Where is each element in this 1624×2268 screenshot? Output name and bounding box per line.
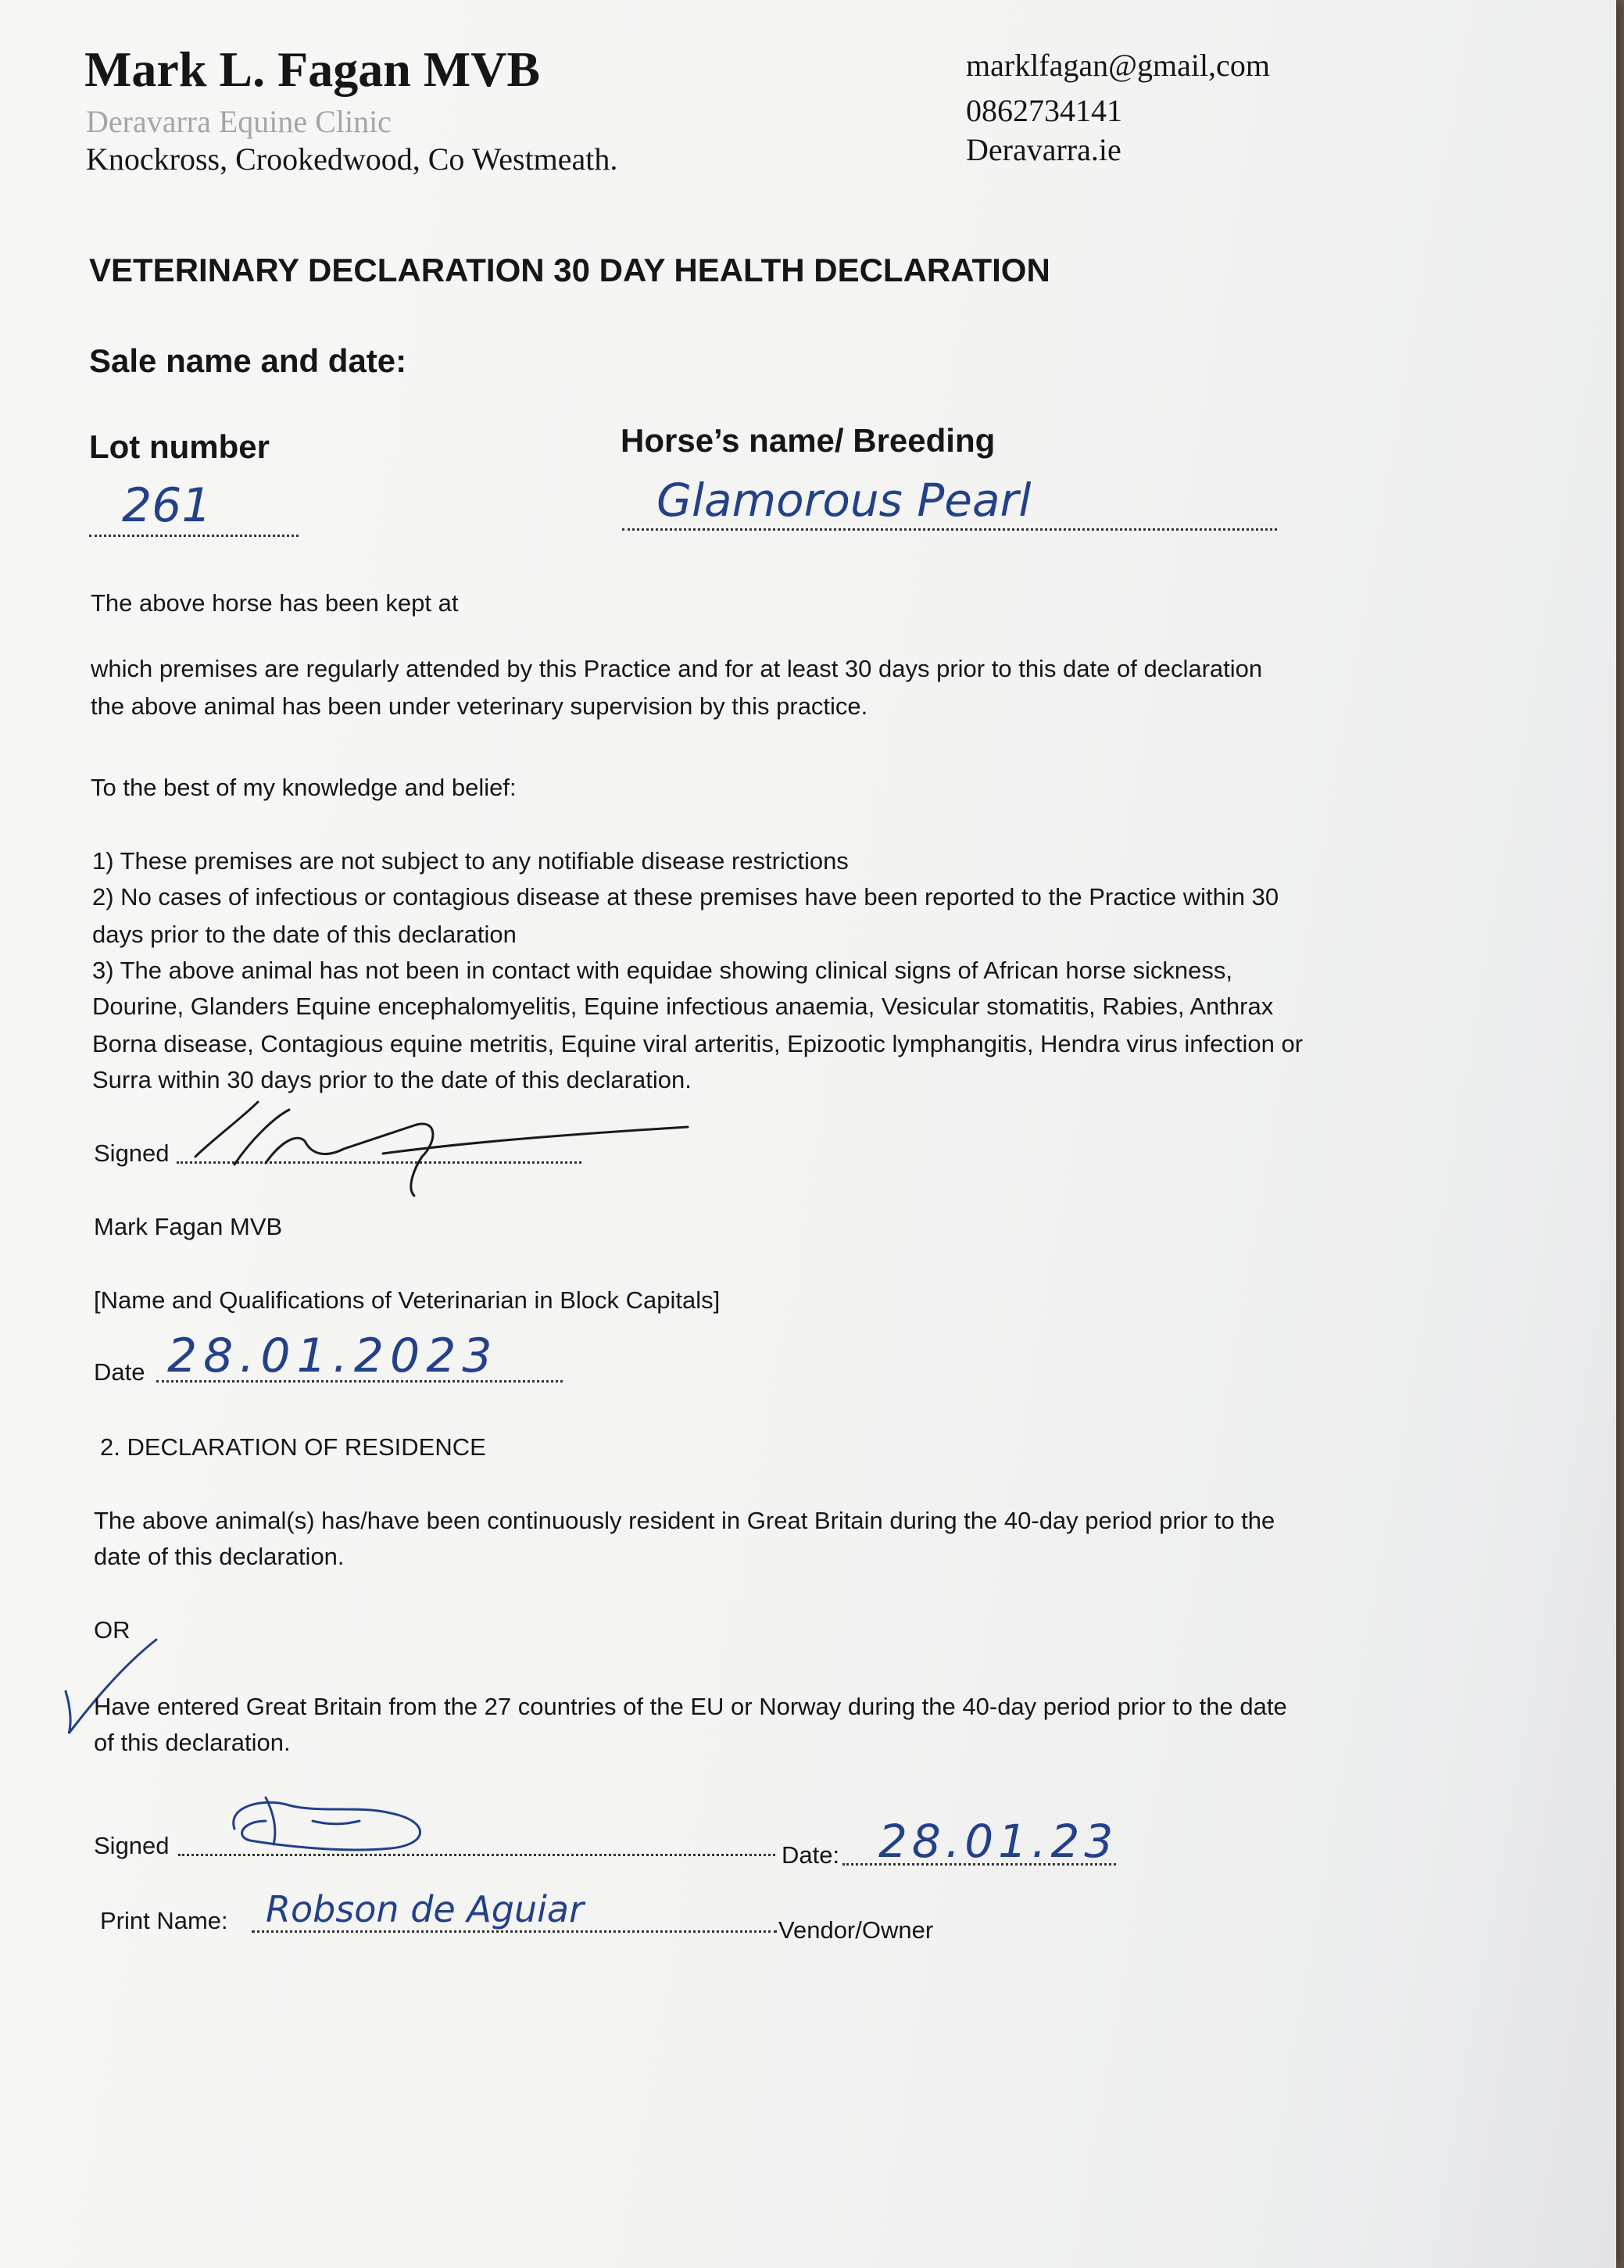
residence-option-b-line-2: of this declaration. — [94, 1729, 291, 1756]
horse-name-label: Horse’s name/ Breeding — [621, 422, 996, 459]
residence-option-a-line-1: The above animal(s) has/have been continuously resident in Great Britain during the 40-day period prior to the — [94, 1507, 1275, 1534]
kept-at-text: The above horse has been kept at — [91, 589, 459, 617]
owner-date-label: Date: — [782, 1841, 840, 1869]
statement-line-4: 3) The above animal has not been in contact with equidae showing clinical signs of African horse sickness, — [92, 957, 1232, 984]
document-title: VETERINARY DECLARATION 30 DAY HEALTH DECLARATION — [89, 252, 1050, 288]
residence-heading: 2. DECLARATION OF RESIDENCE — [100, 1433, 486, 1461]
vet-date-value: 28.01.2023 — [167, 1329, 499, 1383]
vet-printed-name: Mark Fagan MVB — [94, 1213, 283, 1240]
owner-signed-label: Signed — [94, 1832, 170, 1859]
residence-option-b-line-1: Have entered Great Britain from the 27 countries of the EU or Norway during the 40-day period prior to the date — [94, 1693, 1287, 1720]
vet-signed-label: Signed — [94, 1139, 170, 1167]
owner-date-value: 28.01.23 — [878, 1815, 1118, 1868]
statement-line-6: Borna disease, Contagious equine metritis, Equine viral arteritis, Epizootic lymphangitis, Hendra virus infection or — [92, 1030, 1304, 1057]
horse-name-line — [622, 528, 1277, 531]
statement-line-7: Surra within 30 days prior to the date of this declaration. — [92, 1066, 692, 1093]
contact-phone: 0862734141 — [966, 93, 1122, 128]
contact-website: Deravarra.ie — [966, 132, 1121, 167]
clinic-address: Knockross, Crookedwood, Co Westmeath. — [86, 141, 618, 177]
vendor-owner-label: Vendor/Owner — [778, 1916, 934, 1944]
vet-date-label: Date — [94, 1358, 145, 1386]
statement-line-5: Dourine, Glanders Equine encephalomyelitis, Equine infectious anaemia, Vesicular stomatitis, Rabies, Anthrax — [92, 993, 1274, 1020]
contact-email: marklfagan@gmail,com — [966, 48, 1270, 83]
statement-line-1: 1) These premises are not subject to any notifiable disease restrictions — [92, 847, 849, 875]
or-label: OR — [94, 1616, 131, 1644]
vet-qualifications-note: [Name and Qualifications of Veterinarian in Block Capitals] — [94, 1286, 721, 1314]
horse-name-value: Glamorous Pearl — [656, 474, 1032, 527]
belief-text: To the best of my knowledge and belief: — [91, 774, 517, 801]
lot-number-value: 261 — [122, 478, 212, 533]
print-name-label: Print Name: — [100, 1907, 228, 1934]
clinic-name: Deravarra Equine Clinic — [86, 104, 392, 139]
lot-number-label: Lot number — [89, 428, 270, 465]
statement-line-3: days prior to the date of this declaration — [92, 921, 517, 948]
lot-number-line — [89, 535, 299, 537]
vet-name-heading: Mark L. Fagan MVB — [84, 41, 541, 97]
premises-text-line-2: the above animal has been under veterinary supervision by this practice. — [91, 692, 868, 720]
statement-line-2: 2) No cases of infectious or contagious disease at these premises have been reported to the Practice within 30 — [92, 883, 1279, 910]
residence-option-a-line-2: date of this declaration. — [94, 1543, 345, 1570]
vet-signature-image — [180, 1079, 696, 1204]
premises-text-line-1: which premises are regularly attended by this Practice and for at least 30 days prior to this date of declaration — [91, 655, 1263, 682]
owner-signature-image — [219, 1790, 453, 1860]
print-name-value: Robson de Aguiar — [266, 1888, 585, 1930]
print-name-line — [252, 1930, 777, 1933]
sale-name-label: Sale name and date: — [89, 342, 407, 379]
